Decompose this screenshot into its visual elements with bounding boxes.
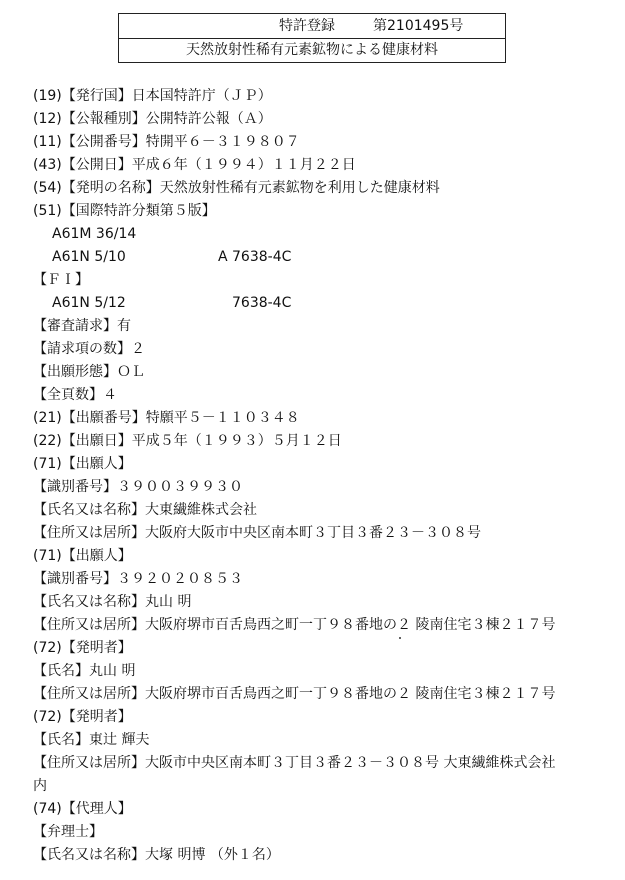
publication-type: (12)【公報種別】公開特許公報（Ａ）	[33, 111, 272, 127]
applicant-heading-2: (71)【出願人】	[33, 548, 132, 564]
scan-speck	[399, 637, 401, 639]
invention-title: 天然放射性稀有元素鉱物による健康材料	[186, 42, 438, 58]
patent-attorney: 【弁理士】	[33, 824, 103, 840]
examination-request: 【審査請求】有	[33, 318, 131, 334]
publication-date: (43)【公開日】平成６年（１９９４）１１月２２日	[33, 157, 356, 173]
fi-heading: 【ＦＩ】	[33, 272, 89, 288]
inventor-1-name: 【氏名】丸山 明	[33, 663, 136, 679]
fi-code: A61N 5/12	[52, 295, 126, 311]
publication-number: (11)【公開番号】特開平６－３１９８０７	[33, 134, 300, 150]
inventor-2-address: 【住所又は居所】大阪市中央区南本町３丁目３番２３－３０８号 大東繊維株式会社	[33, 755, 556, 771]
registration-label: 特許登録	[279, 18, 335, 34]
applicant-1-address: 【住所又は居所】大阪府大阪市中央区南本町３丁目３番２３－３０８号	[33, 525, 481, 541]
ipc-code-2: A61N 5/10	[52, 249, 126, 265]
applicant-2-address: 【住所又は居所】大阪府堺市百舌鳥西之町一丁９８番地の２ 陵南住宅３棟２１７号	[33, 617, 556, 633]
invention-name: (54)【発明の名称】天然放射性稀有元素鉱物を利用した健康材料	[33, 180, 440, 196]
application-number: (21)【出願番号】特願平５－１１０３４８	[33, 410, 300, 426]
ipc-code-2-ref: A 7638-4C	[218, 249, 292, 265]
application-date: (22)【出願日】平成５年（１９９３）５月１２日	[33, 433, 342, 449]
registration-number: 第2101495号	[373, 18, 464, 34]
inventor-heading-1: (72)【発明者】	[33, 640, 132, 656]
publishing-country: (19)【発行国】日本国特許庁（ＪＰ）	[33, 88, 272, 104]
patent-title-box	[118, 13, 506, 63]
application-form: 【出願形態】ＯＬ	[33, 364, 145, 380]
claims-count: 【請求項の数】２	[33, 341, 145, 357]
applicant-1-name: 【氏名又は名称】大東繊維株式会社	[33, 502, 257, 518]
applicant-2-name: 【氏名又は名称】丸山 明	[33, 594, 192, 610]
inventor-heading-2: (72)【発明者】	[33, 709, 132, 725]
inventor-2-address-cont: 内	[33, 778, 47, 794]
ipc-heading: (51)【国際特許分類第５版】	[33, 203, 216, 219]
applicant-heading-1: (71)【出願人】	[33, 456, 132, 472]
inventor-2-name: 【氏名】東辻 輝夫	[33, 732, 150, 748]
fi-code-ref: 7638-4C	[232, 295, 292, 311]
applicant-1-id: 【識別番号】３９００３９９３０	[33, 479, 243, 495]
inventor-1-address: 【住所又は居所】大阪府堺市百舌鳥西之町一丁９８番地の２ 陵南住宅３棟２１７号	[33, 686, 556, 702]
applicant-2-id: 【識別番号】３９２０２０８５３	[33, 571, 243, 587]
ipc-code-1: A61M 36/14	[52, 226, 137, 242]
agent-name: 【氏名又は名称】大塚 明博 （外１名）	[33, 847, 280, 863]
agent-heading: (74)【代理人】	[33, 801, 132, 817]
total-pages: 【全頁数】４	[33, 387, 117, 403]
registration-row	[119, 14, 505, 39]
